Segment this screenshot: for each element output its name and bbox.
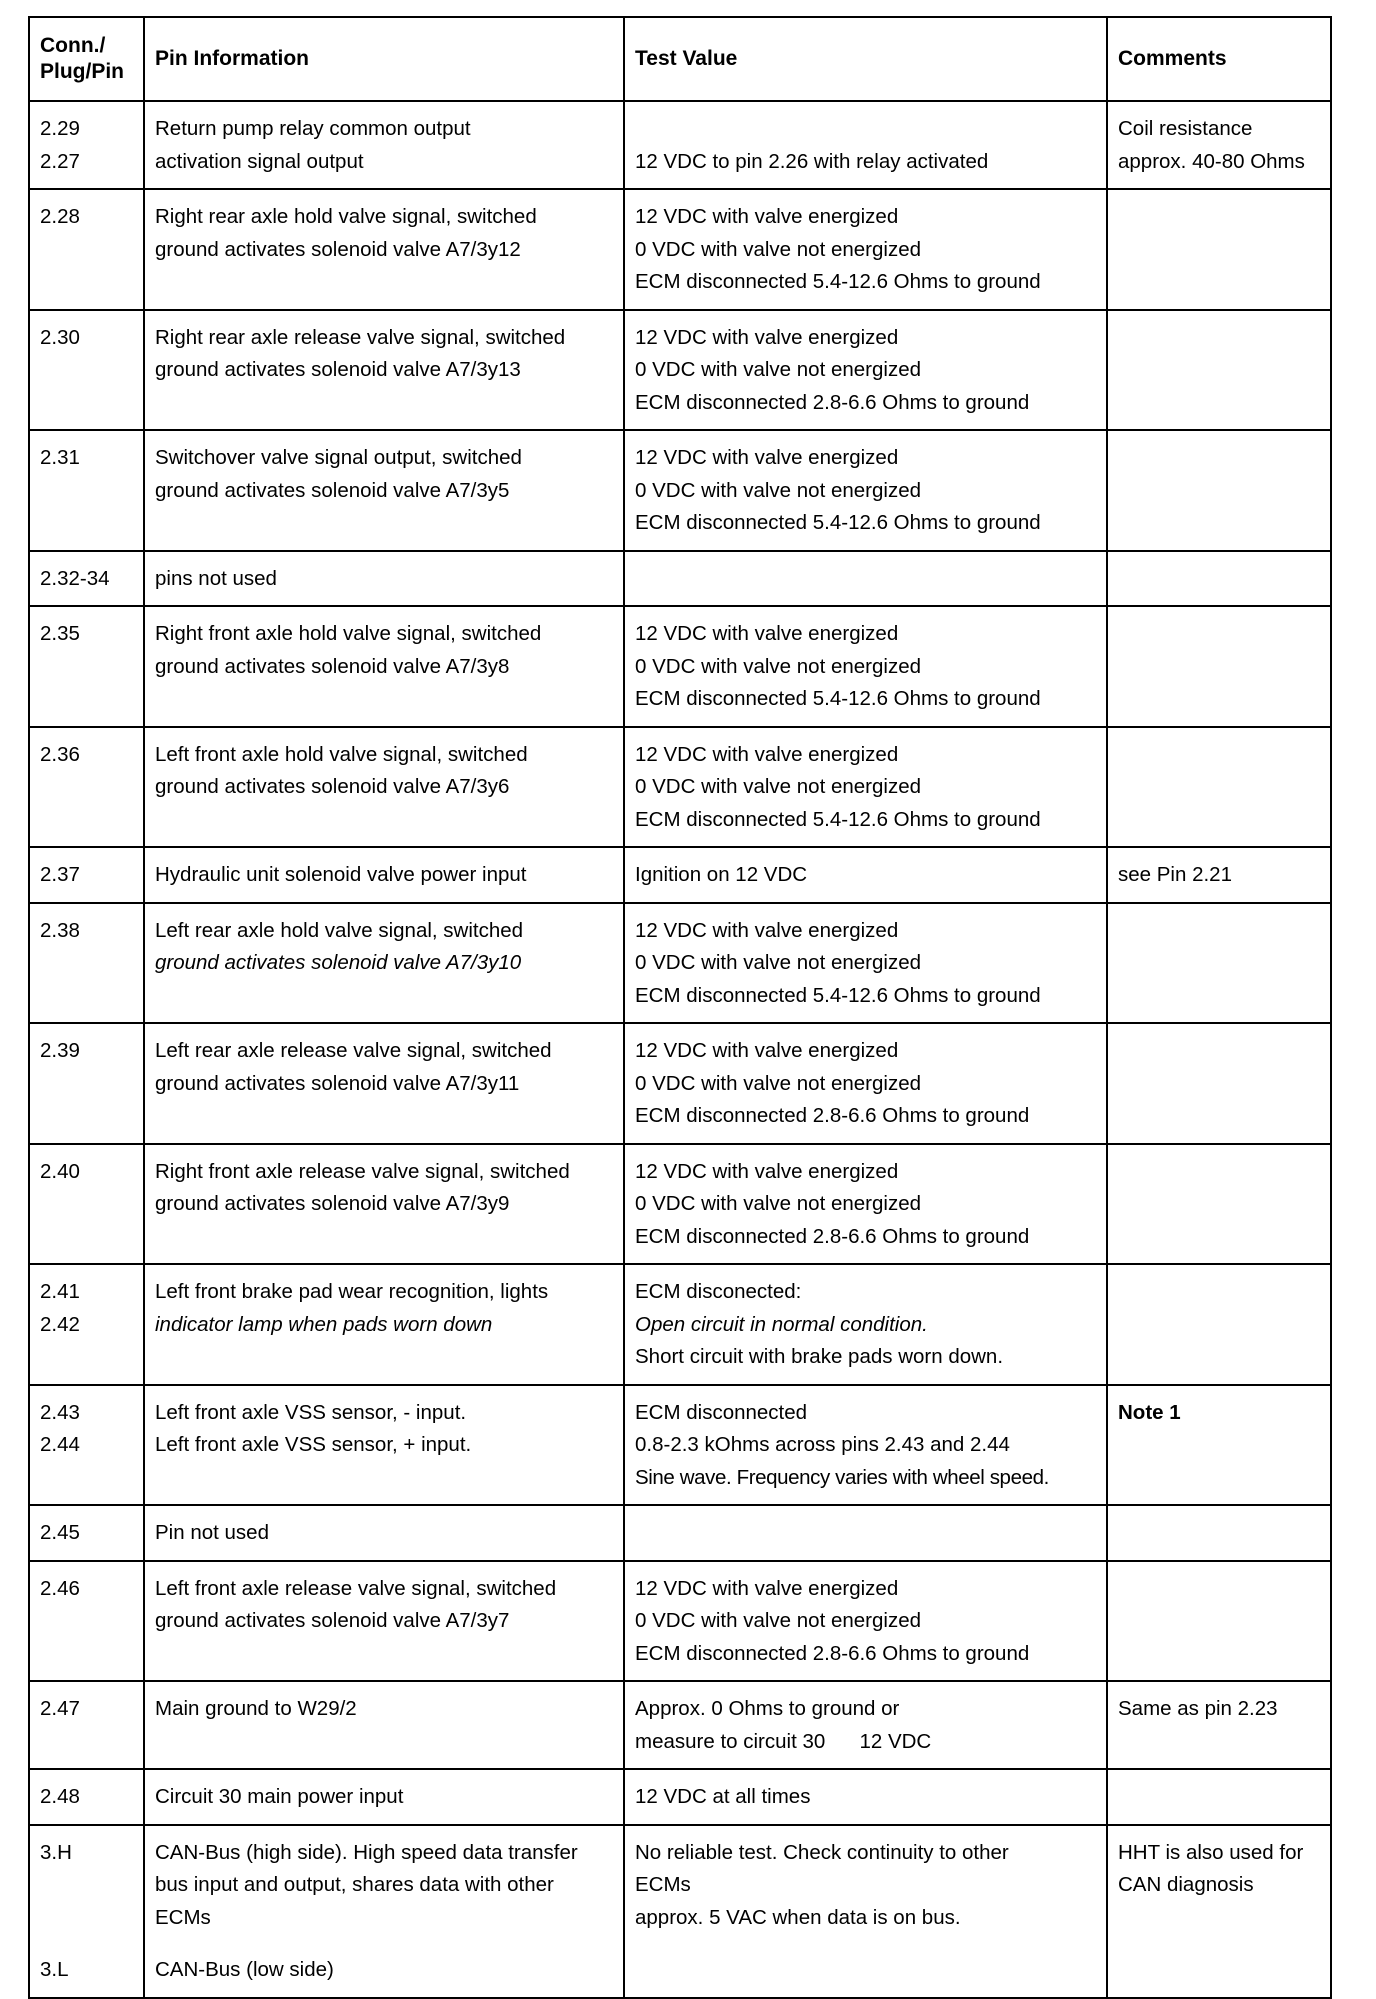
comments-cell xyxy=(1107,1505,1331,1561)
table-row xyxy=(29,1825,1331,1998)
table-row xyxy=(29,606,1331,727)
info-cell: Left front axle VSS sensor, - input. Left front axle VSS sensor, + input. xyxy=(144,1385,624,1506)
comments-cell xyxy=(1107,1264,1331,1385)
pin-cell: 2.37 xyxy=(29,847,144,903)
info-cell: Right rear axle hold valve signal, switched ground activates solenoid valve A7/3y12 xyxy=(144,189,624,310)
table-row xyxy=(29,1561,1331,1682)
test-cell: 12 VDC at all times xyxy=(624,1769,1107,1825)
comments-cell xyxy=(1107,903,1331,1024)
pin-cell: 2.31 xyxy=(29,430,144,551)
table-row xyxy=(29,1505,1331,1561)
comments-cell xyxy=(1107,727,1331,848)
pinout-table xyxy=(28,16,1332,1999)
table-row xyxy=(29,1385,1331,1506)
info-cell: Left front axle release valve signal, switched ground activates solenoid valve A7/3y7 xyxy=(144,1561,624,1682)
pin-cell: 2.41 2.42 xyxy=(29,1264,144,1385)
test-cell xyxy=(624,1505,1107,1561)
table-row xyxy=(29,1144,1331,1265)
test-cell: 12 VDC with valve energized 0 VDC with valve not energized ECM disconnected 2.8-6.6 Ohms to ground xyxy=(624,1144,1107,1265)
comments-cell xyxy=(1107,1561,1331,1682)
table-row xyxy=(29,1681,1331,1769)
table-row xyxy=(29,189,1331,310)
pin-cell: 2.39 xyxy=(29,1023,144,1144)
info-cell: Left rear axle hold valve signal, switched ground activates solenoid valve A7/3y10 xyxy=(144,903,624,1024)
comments-cell xyxy=(1107,1144,1331,1265)
test-cell: ECM disconected: Open circuit in normal condition. Short circuit with brake pads worn down. xyxy=(624,1264,1107,1385)
table-row xyxy=(29,727,1331,848)
pin-cell: 2.32-34 xyxy=(29,551,144,607)
comments-cell: Note 1 xyxy=(1107,1385,1331,1506)
pin-cell: 2.38 xyxy=(29,903,144,1024)
test-cell: Approx. 0 Ohms to ground or measure to circuit 30 12 VDC xyxy=(624,1681,1107,1769)
test-cell: Ignition on 12 VDC xyxy=(624,847,1107,903)
table-row xyxy=(29,1264,1331,1385)
test-cell: ECM disconnected 0.8-2.3 kOhms across pins 2.43 and 2.44 Sine wave. Frequency varies with wheel speed. xyxy=(624,1385,1107,1506)
info-cell: Left front axle hold valve signal, switched ground activates solenoid valve A7/3y6 xyxy=(144,727,624,848)
info-cell: pins not used xyxy=(144,551,624,607)
test-cell: 12 VDC with valve energized 0 VDC with valve not energized ECM disconnected 2.8-6.6 Ohms to ground xyxy=(624,1023,1107,1144)
pin-cell: 2.40 xyxy=(29,1144,144,1265)
comments-cell xyxy=(1107,189,1331,310)
table-row xyxy=(29,101,1331,189)
test-cell: 12 VDC with valve energized 0 VDC with valve not energized ECM disconnected 5.4-12.6 Ohms to ground xyxy=(624,606,1107,727)
table-row xyxy=(29,551,1331,607)
test-cell: 12 VDC with valve energized 0 VDC with valve not energized ECM disconnected 5.4-12.6 Ohms to ground xyxy=(624,727,1107,848)
header-row xyxy=(29,17,1331,101)
test-cell: 12 VDC with valve energized 0 VDC with valve not energized ECM disconnected 2.8-6.6 Ohms to ground xyxy=(624,1561,1107,1682)
comments-cell: see Pin 2.21 xyxy=(1107,847,1331,903)
header-comments: Comments xyxy=(1107,17,1331,101)
pin-cell: 2.43 2.44 xyxy=(29,1385,144,1506)
info-cell: Circuit 30 main power input xyxy=(144,1769,624,1825)
pin-cell: 2.30 xyxy=(29,310,144,431)
table-row xyxy=(29,310,1331,431)
info-cell: Main ground to W29/2 xyxy=(144,1681,624,1769)
table-row xyxy=(29,1023,1331,1144)
info-cell: CAN-Bus (high side). High speed data transfer bus input and output, shares data with other ECMs CAN-Bus (low side) xyxy=(144,1825,624,1998)
header-conn-plug-pin: Conn./ Plug/Pin xyxy=(29,17,144,101)
info-cell: Left rear axle release valve signal, switched ground activates solenoid valve A7/3y11 xyxy=(144,1023,624,1144)
info-cell: Return pump relay common output activation signal output xyxy=(144,101,624,189)
info-cell: Left front brake pad wear recognition, lights indicator lamp when pads worn down xyxy=(144,1264,624,1385)
test-cell: 12 VDC to pin 2.26 with relay activated xyxy=(624,101,1107,189)
info-cell: Right rear axle release valve signal, switched ground activates solenoid valve A7/3y13 xyxy=(144,310,624,431)
pin-cell: 2.45 xyxy=(29,1505,144,1561)
header-pin-information: Pin Information xyxy=(144,17,624,101)
comments-cell: Same as pin 2.23 xyxy=(1107,1681,1331,1769)
comments-cell xyxy=(1107,606,1331,727)
comments-cell xyxy=(1107,310,1331,431)
comments-cell xyxy=(1107,551,1331,607)
table-row xyxy=(29,903,1331,1024)
comments-cell: Coil resistance approx. 40-80 Ohms xyxy=(1107,101,1331,189)
info-cell: Pin not used xyxy=(144,1505,624,1561)
test-cell: 12 VDC with valve energized 0 VDC with valve not energized ECM disconnected 2.8-6.6 Ohms to ground xyxy=(624,310,1107,431)
pin-cell: 2.48 xyxy=(29,1769,144,1825)
table-row xyxy=(29,430,1331,551)
pin-cell: 2.28 xyxy=(29,189,144,310)
test-cell xyxy=(624,551,1107,607)
test-cell: No reliable test. Check continuity to other ECMs approx. 5 VAC when data is on bus. xyxy=(624,1825,1107,1998)
pin-cell: 3.H 3.L xyxy=(29,1825,144,1998)
info-cell: Right front axle hold valve signal, switched ground activates solenoid valve A7/3y8 xyxy=(144,606,624,727)
pin-cell: 2.29 2.27 xyxy=(29,101,144,189)
pinout-page xyxy=(28,16,1330,1999)
table-row xyxy=(29,847,1331,903)
comments-cell xyxy=(1107,1023,1331,1144)
comments-cell: HHT is also used for CAN diagnosis xyxy=(1107,1825,1331,1998)
pin-cell: 2.46 xyxy=(29,1561,144,1682)
pin-cell: 2.47 xyxy=(29,1681,144,1769)
header-test-value: Test Value xyxy=(624,17,1107,101)
test-cell: 12 VDC with valve energized 0 VDC with valve not energized ECM disconnected 5.4-12.6 Ohms to ground xyxy=(624,189,1107,310)
info-cell: Right front axle release valve signal, switched ground activates solenoid valve A7/3y9 xyxy=(144,1144,624,1265)
test-cell: 12 VDC with valve energized 0 VDC with valve not energized ECM disconnected 5.4-12.6 Ohms to ground xyxy=(624,903,1107,1024)
pin-cell: 2.36 xyxy=(29,727,144,848)
test-cell: 12 VDC with valve energized 0 VDC with valve not energized ECM disconnected 5.4-12.6 Ohms to ground xyxy=(624,430,1107,551)
table-row xyxy=(29,1769,1331,1825)
info-cell: Switchover valve signal output, switched ground activates solenoid valve A7/3y5 xyxy=(144,430,624,551)
comments-cell xyxy=(1107,430,1331,551)
pin-cell: 2.35 xyxy=(29,606,144,727)
comments-cell xyxy=(1107,1769,1331,1825)
info-cell: Hydraulic unit solenoid valve power input xyxy=(144,847,624,903)
